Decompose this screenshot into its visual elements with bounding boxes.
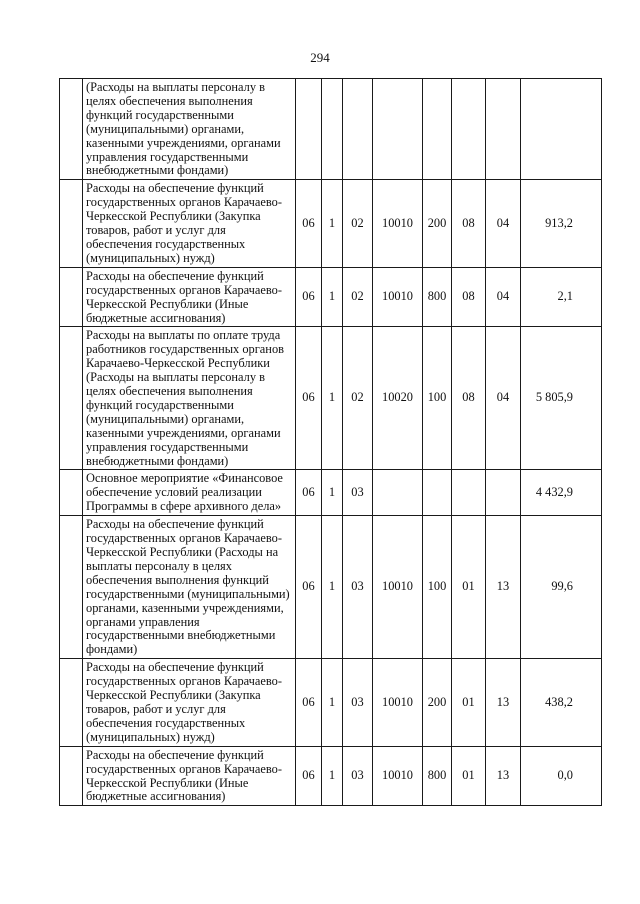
program-code-cell: 06: [296, 267, 322, 327]
row-number-cell: [60, 180, 83, 267]
subprogram-code-cell: 1: [322, 267, 343, 327]
subsection-code-cell: [486, 470, 521, 516]
expense-type-cell: 100: [423, 516, 452, 659]
subsection-code-cell: 13: [486, 659, 521, 746]
table-row: [60, 180, 602, 267]
expense-name-cell: Расходы на обеспечение функций государственных органов Карачаево-Черкесской Республики (Закупка товаров, работ и услуг для обеспечения государственных (муниципальных) нужд): [83, 659, 296, 746]
expense-name-cell: Основное мероприятие «Финансовое обеспечение условий реализации Программы в сфере архивного дела»: [83, 470, 296, 516]
event-code-cell: 03: [343, 516, 373, 659]
program-code-cell: 06: [296, 659, 322, 746]
table-row: [60, 327, 602, 470]
direction-code-cell: 10010: [373, 267, 423, 327]
subsection-code-cell: [486, 79, 521, 180]
subsection-code-cell: 04: [486, 267, 521, 327]
subprogram-code-cell: 1: [322, 516, 343, 659]
event-code-cell: [343, 79, 373, 180]
expense-type-cell: 200: [423, 659, 452, 746]
program-code-cell: 06: [296, 516, 322, 659]
expense-type-cell: 800: [423, 746, 452, 806]
table-row: [60, 267, 602, 327]
section-code-cell: 01: [452, 659, 486, 746]
expense-name-cell: Расходы на обеспечение функций государственных органов Карачаево-Черкесской Республики (Закупка товаров, работ и услуг для обеспечения государственных (муниципальных) нужд): [83, 180, 296, 267]
expense-type-cell: [423, 470, 452, 516]
program-code-cell: 06: [296, 470, 322, 516]
expense-type-cell: 800: [423, 267, 452, 327]
subsection-code-cell: 13: [486, 746, 521, 806]
expense-type-cell: [423, 79, 452, 180]
direction-code-cell: [373, 470, 423, 516]
table-body: [60, 79, 602, 806]
subprogram-code-cell: 1: [322, 327, 343, 470]
amount-cell: 438,2: [521, 659, 602, 746]
subsection-code-cell: 13: [486, 516, 521, 659]
table-row: [60, 470, 602, 516]
table-row: [60, 746, 602, 806]
subprogram-code-cell: 1: [322, 180, 343, 267]
direction-code-cell: 10010: [373, 746, 423, 806]
section-code-cell: 01: [452, 516, 486, 659]
expense-name-cell: Расходы на выплаты по оплате труда работников государственных органов Карачаево-Черкесской Республики (Расходы на выплаты персоналу в целях обеспечения выполнения функций государственными (муниципальными) органами, казенными учреждениями, органами управления государственными внебюджетными фондами): [83, 327, 296, 470]
row-number-cell: [60, 659, 83, 746]
amount-cell: [521, 79, 602, 180]
table-row: [60, 79, 602, 180]
expense-name-cell: Расходы на обеспечение функций государственных органов Карачаево-Черкесской Республики (Иные бюджетные ассигнования): [83, 746, 296, 806]
row-number-cell: [60, 267, 83, 327]
amount-cell: 0,0: [521, 746, 602, 806]
section-code-cell: [452, 79, 486, 180]
program-code-cell: 06: [296, 180, 322, 267]
section-code-cell: 01: [452, 746, 486, 806]
expense-name-cell: Расходы на обеспечение функций государственных органов Карачаево-Черкесской Республики (Иные бюджетные ассигнования): [83, 267, 296, 327]
amount-cell: 2,1: [521, 267, 602, 327]
subprogram-code-cell: 1: [322, 746, 343, 806]
row-number-cell: [60, 516, 83, 659]
subsection-code-cell: 04: [486, 327, 521, 470]
section-code-cell: 08: [452, 267, 486, 327]
expense-name-cell: Расходы на обеспечение функций государственных органов Карачаево-Черкесской Республики (Расходы на выплаты персоналу в целях обеспечения выполнения функций государственными (муниципальными) органами, казенными учреждениями, органами управления государственными внебюджетными фондами): [83, 516, 296, 659]
expense-name-cell: (Расходы на выплаты персоналу в целях обеспечения выполнения функций государственными (муниципальными) органами, казенными учреждениями, органами управления государственными внебюджетными фондами): [83, 79, 296, 180]
row-number-cell: [60, 327, 83, 470]
page-number: 294: [310, 50, 330, 65]
row-number-cell: [60, 79, 83, 180]
section-code-cell: 08: [452, 180, 486, 267]
subprogram-code-cell: [322, 79, 343, 180]
section-code-cell: [452, 470, 486, 516]
event-code-cell: 02: [343, 267, 373, 327]
event-code-cell: 03: [343, 470, 373, 516]
amount-cell: 913,2: [521, 180, 602, 267]
row-number-cell: [60, 470, 83, 516]
table-row: [60, 516, 602, 659]
program-code-cell: 06: [296, 746, 322, 806]
budget-table: [59, 78, 602, 806]
subsection-code-cell: 04: [486, 180, 521, 267]
event-code-cell: 02: [343, 180, 373, 267]
table-row: [60, 659, 602, 746]
row-number-cell: [60, 746, 83, 806]
program-code-cell: [296, 79, 322, 180]
subprogram-code-cell: 1: [322, 470, 343, 516]
amount-cell: 99,6: [521, 516, 602, 659]
event-code-cell: 03: [343, 659, 373, 746]
direction-code-cell: [373, 79, 423, 180]
direction-code-cell: 10010: [373, 659, 423, 746]
direction-code-cell: 10020: [373, 327, 423, 470]
amount-cell: 4 432,9: [521, 470, 602, 516]
amount-cell: 5 805,9: [521, 327, 602, 470]
expense-type-cell: 200: [423, 180, 452, 267]
event-code-cell: 02: [343, 327, 373, 470]
event-code-cell: 03: [343, 746, 373, 806]
subprogram-code-cell: 1: [322, 659, 343, 746]
expense-type-cell: 100: [423, 327, 452, 470]
direction-code-cell: 10010: [373, 516, 423, 659]
direction-code-cell: 10010: [373, 180, 423, 267]
program-code-cell: 06: [296, 327, 322, 470]
section-code-cell: 08: [452, 327, 486, 470]
